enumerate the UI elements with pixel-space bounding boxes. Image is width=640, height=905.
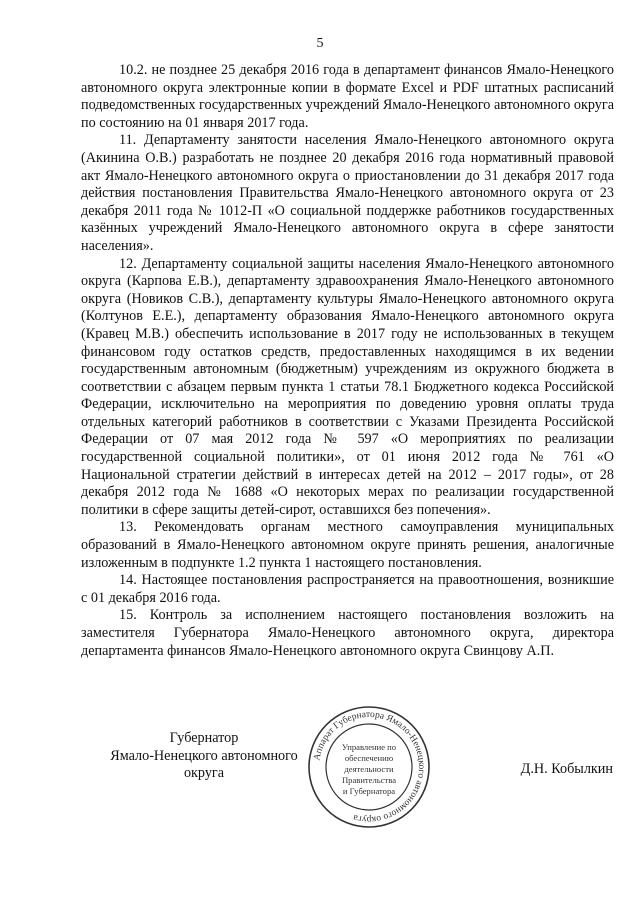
document-body (81, 62, 614, 660)
page-number: 5 (316, 36, 324, 51)
paragraph-13: 13. Рекомендовать органам местного самоуправления муниципальных образований в Ямало-Ненецкого автономном округе принять решения, аналогичные изложенным в подпункте 1.2 пункта 1 настоящего постановления. (81, 519, 614, 571)
stamp-ring-text: Аппарат Губернатора Ямало-Ненецкого автономного округа (312, 709, 427, 825)
stamp-center-line: и Губернатора (342, 786, 396, 796)
stamp-center-line: деятельности (344, 764, 394, 774)
paragraph-11: 11. Департаменту занятости населения Ямало-Ненецкого автономного округа (Акинина О.В.) разработать не позднее 20 декабря 2016 года нормативный правовой акт Ямало-Ненецкого автономного округа о приостановлении до 31 декабря 2017 года действия постановления Правительства Ямало-Ненецкого автономного округа от 23 декабря 2011 года № 1012-П «О социальной поддержке работников государственных казённых учреждений Ямало-Ненецкого автономного округа в сфере занятости населения». (81, 132, 614, 254)
signatory-name: Д.Н. Кобылкин (520, 761, 613, 777)
signatory-title (104, 730, 304, 783)
stamp-center-line: Управление по (341, 742, 397, 752)
paragraph-14: 14. Настоящее постановления распространяется на правоотношения, возникшие с 01 декабря 2016 года. (81, 572, 614, 606)
signature-block (0, 709, 640, 850)
signatory-title-line1: Губернатор (169, 730, 239, 746)
paragraph-12: 12. Департаменту социальной защиты населения Ямало-Ненецкого автономного округа (Карпова Е.В.), департаменту здравоохранения Ямало-Ненецкого автономного округа (Новиков С.В.), департаменту культуры Ямало-Ненецкого автономного округа (Колтунов Е.Е.), департаменту образования Ямало-Ненецкого автономного округа (Кравец М.В.) обеспечить использование в 2017 году не использованных в текущем финансовом году остатков средств, предоставленных находящимся в их ведении государственным автономным (бюджетным) учреждениям из окружного бюджета в соответствии с абзацем первым пункта 1 статьи 78.1 Бюджетного кодекса Российской Федерации, исключительно на мероприятия по доведению уровня оплаты труда отдельных категорий работников в соответствии с Указами Президента Российской Федерации от 07 мая 2012 года № 597 «О мероприятиях по реализации государственной социальной политики», от 01 июня 2012 года № 761 «О Национальной стратегии действий в интересах детей на 2012 – 2017 годы», от 28 декабря 2012 года № 1688 «О некоторых мерах по реализации государственной политики в сфере защиты детей-сирот, оставшихся без попечения». (81, 255, 614, 518)
paragraph-10-2: 10.2. не позднее 25 декабря 2016 года в департамент финансов Ямало-Ненецкого автономного округа электронные копии в формате Excel и PDF штатных расписаний подведомственных государственных учреждений Ямало-Ненецкого автономного округа по состоянию на 01 января 2017 года. (81, 62, 614, 131)
signatory-title-line2: Ямало-Ненецкого автономного округа (110, 747, 298, 782)
stamp-center-line: Правительства (341, 775, 397, 785)
official-seal-stamp (306, 704, 432, 830)
paragraph-15: 15. Контроль за исполнением настоящего постановления возложить на заместителя Губернатора Ямало-Ненецкого автономного округа, директора департамента финансов Ямало-Ненецкого автономного округа Свинцову А.П. (81, 607, 614, 659)
stamp-center-line: обеспечению (344, 753, 394, 763)
